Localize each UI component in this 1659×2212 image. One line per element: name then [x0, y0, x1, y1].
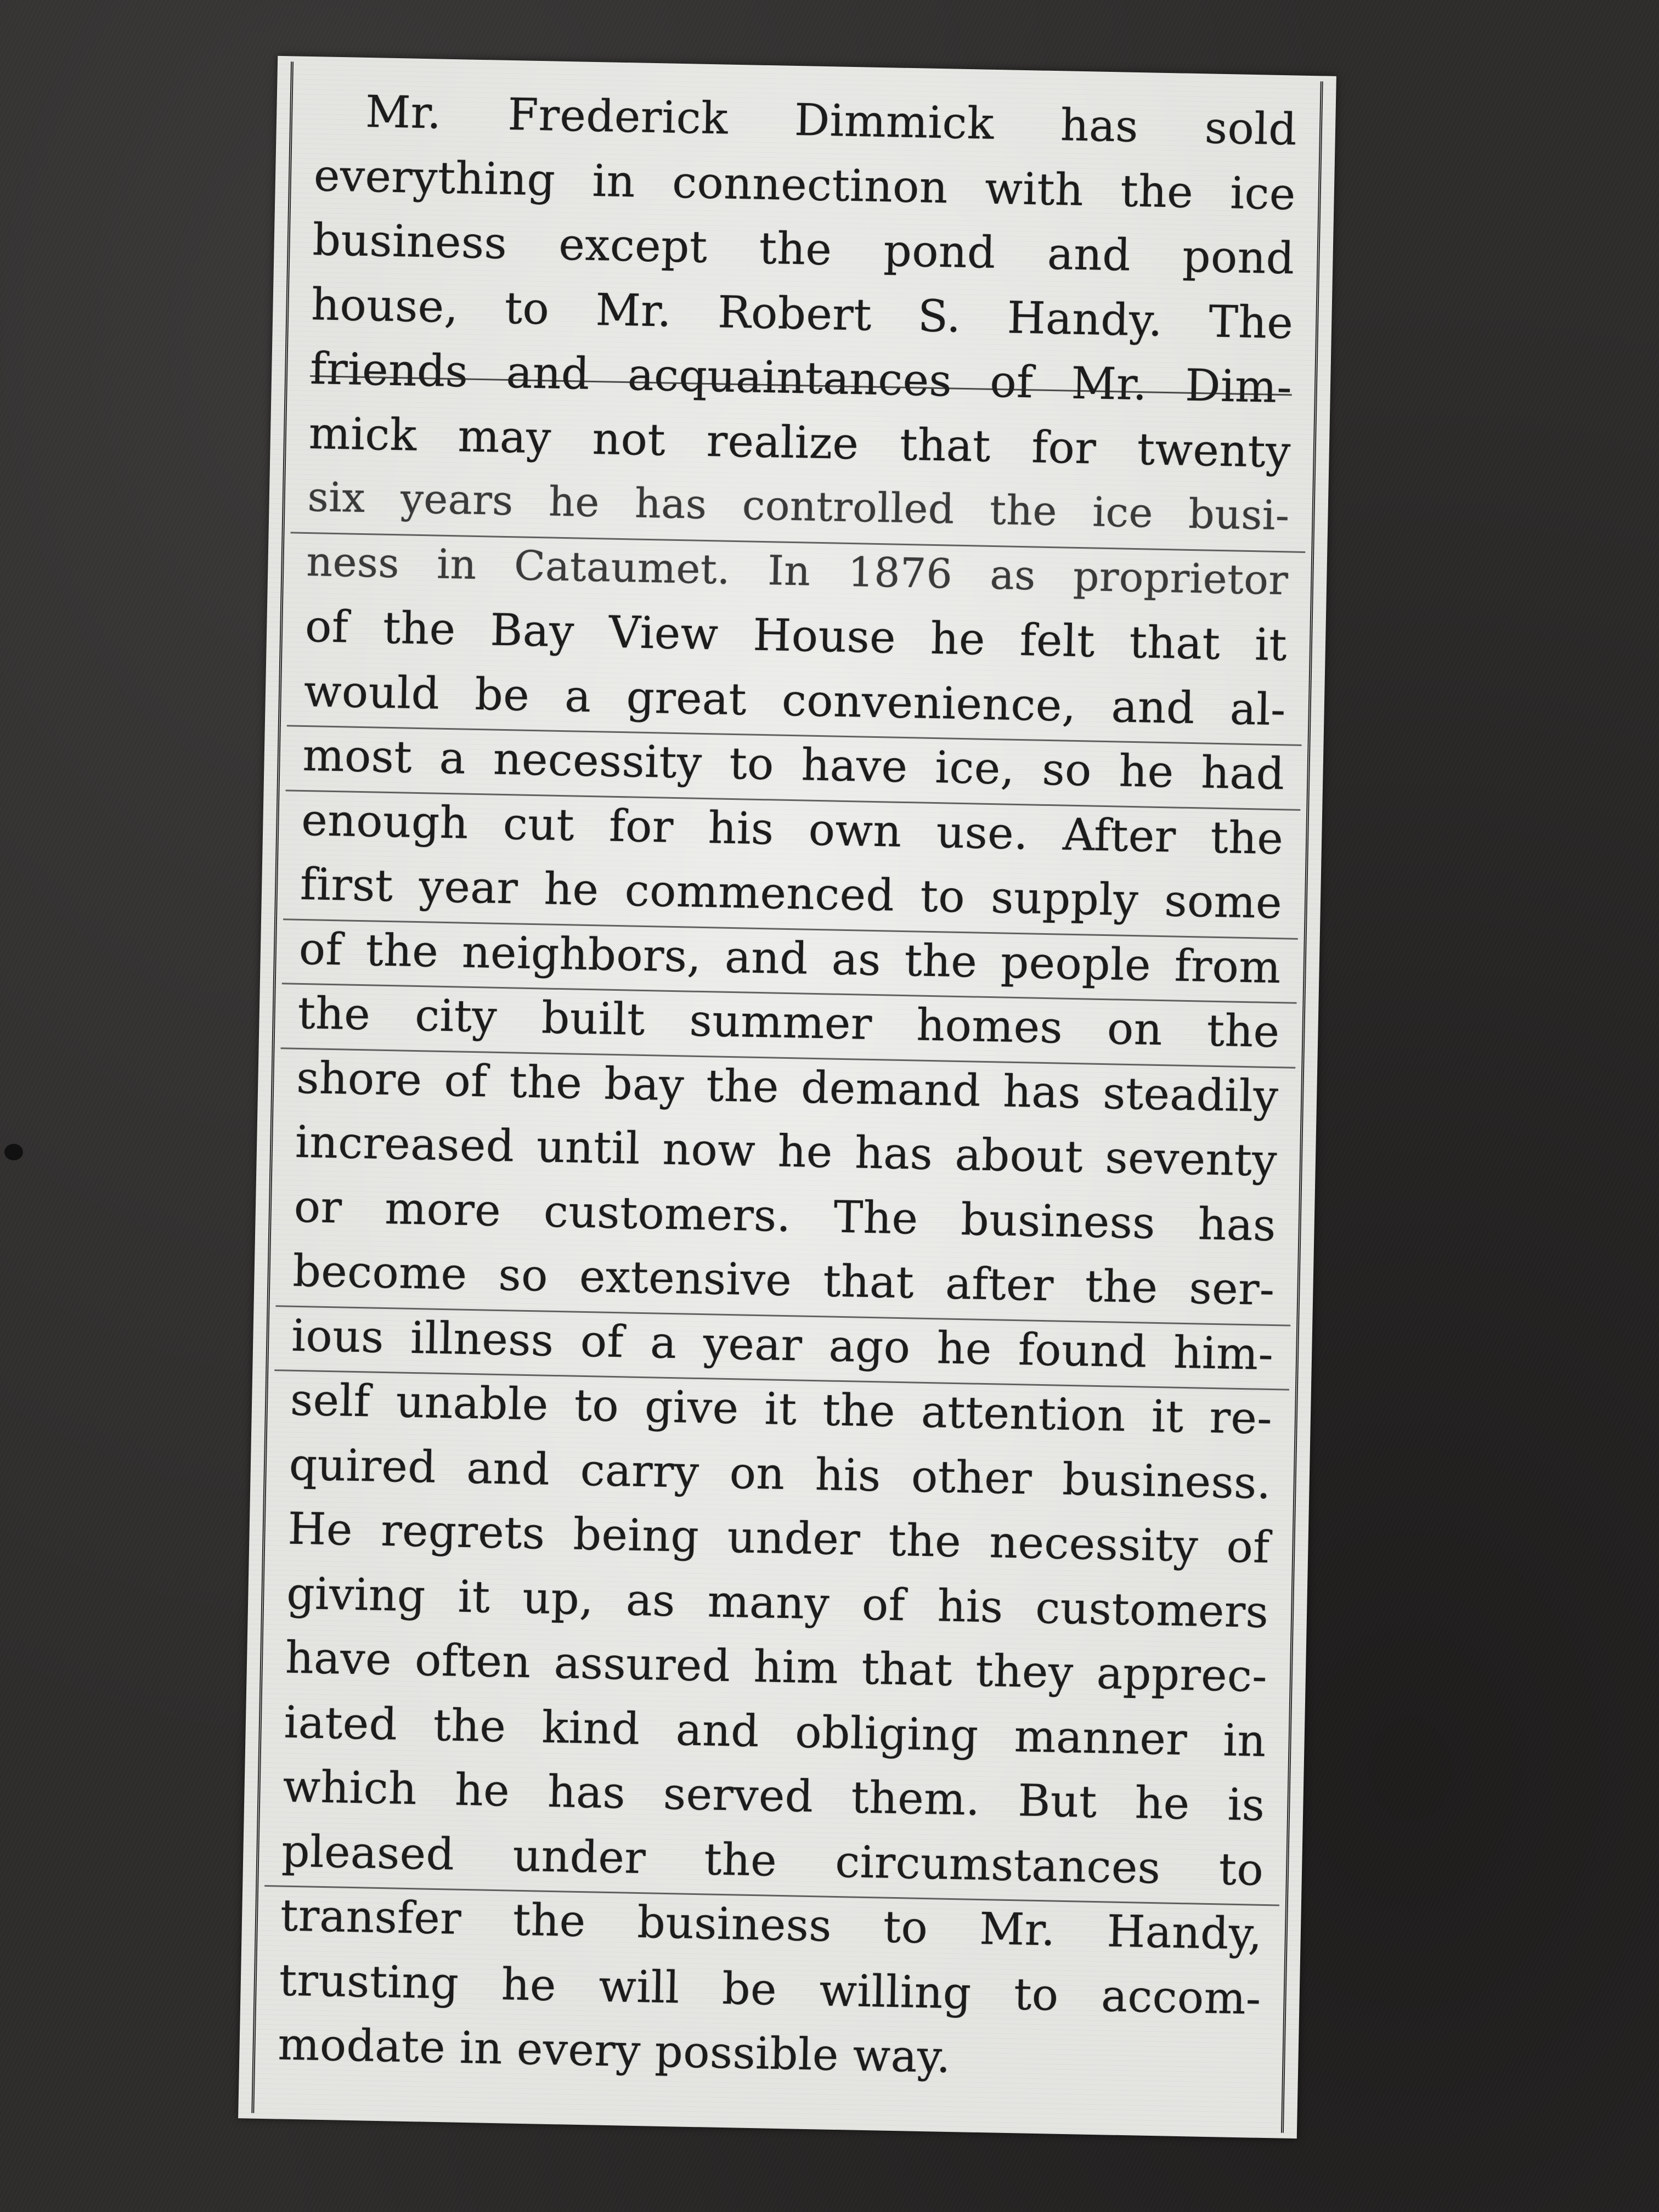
article-line: house, to Mr. Robert S. Handy. The — [311, 278, 1294, 348]
article-line: mick may not realize that for twenty — [308, 407, 1291, 477]
article-line: ious illness of a year ago he found him- — [291, 1303, 1274, 1386]
article-line: become so extensive that after the ser- — [292, 1245, 1276, 1316]
article-line: quired and carry on his other business. — [289, 1438, 1272, 1509]
article-line: business except the pond and pond — [312, 214, 1295, 284]
article-line: have often assured him that they apprec- — [285, 1632, 1268, 1702]
article-line: iated the kind and obliging manner in — [284, 1696, 1267, 1767]
scrapbook-mark — [4, 1144, 23, 1160]
article-line: six years he has controlled the ice busi- — [307, 473, 1290, 540]
article-line: of the Bay View House he felt that it — [304, 600, 1288, 671]
article-line: everything in connectinon with the ice — [313, 149, 1296, 219]
article-line: pleased under the circumstances to — [281, 1825, 1265, 1895]
article-line: most a necessity to have ice, so he had — [302, 723, 1285, 806]
article-line: trusting he will be willing to accom- — [279, 1954, 1262, 2024]
article-line: modate in every possible way. — [277, 2018, 951, 2083]
article-line: shore of the bay the demand has steadily — [296, 1045, 1279, 1128]
newspaper-clipping — [238, 56, 1336, 2138]
article-line: increased until now he has about seventy — [295, 1116, 1278, 1187]
article-line: or more customers. The business has — [294, 1181, 1277, 1251]
article-line: Mr. Frederick Dimmick has sold — [365, 86, 1297, 155]
article-line: He regrets being under the necessity of — [287, 1503, 1271, 1573]
article-line: self unable to give it the attention it re- — [290, 1368, 1273, 1451]
article-line: first year he commenced to supply some — [300, 858, 1283, 929]
article-line: which he has served them. But he is — [282, 1760, 1266, 1831]
article-line: would be a great convenience, and al- — [303, 665, 1286, 735]
article-line: of the neighbors, and as the people from — [298, 916, 1282, 1000]
article-line: enough cut for his own use. After the — [301, 787, 1284, 871]
article-line: ness in Cataumet. In 1876 as proprietor — [306, 530, 1289, 613]
article-body — [277, 78, 1297, 2116]
article-line: giving it up, as many of his customers — [286, 1567, 1269, 1638]
article-line: transfer the business to Mr. Handy, — [280, 1883, 1263, 1967]
article-line: the city built summer homes on the — [297, 981, 1280, 1064]
article-line: friends and acquaintances of Mr. Dim- — [309, 336, 1293, 420]
